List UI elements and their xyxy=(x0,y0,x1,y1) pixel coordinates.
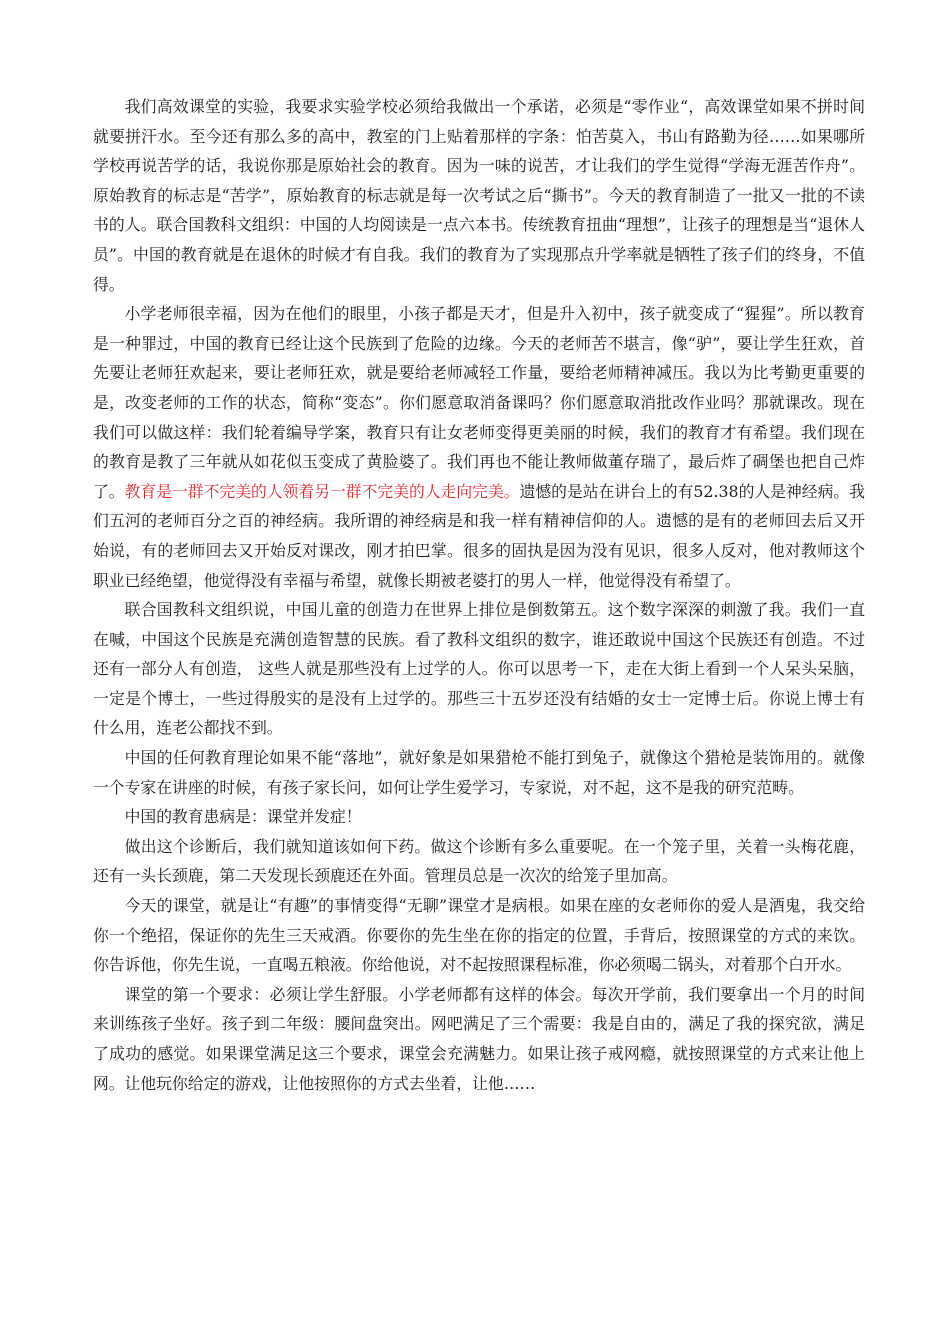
paragraph-8: 课堂的第一个要求：必须让学生舒服。小学老师都有这样的体会。每次开学前，我们要拿出一个月的时间来训练孩子坐好。孩子到二年级：腰间盘突出。网吧满足了三个需要：我是自由的，满足了我的探究欲，满足了成功的感觉。如果课堂满足这三个要求，课堂会充满魅力。如果让孩子戒网瘾，就按照课堂的方式来让他上网。让他玩你给定的游戏，让他按照你的方式去坐着，让他…… xyxy=(93,984,865,1093)
paragraph-1: 我们高效课堂的实验，我要求实验学校必须给我做出一个承诺，必须是“零作业“，高效课堂如果不拼时间就要拼汗水。至今还有那么多的高中，教室的门上贴着那样的字条：怕苦莫入，书山有路勤为径……如果哪所学校再说苦学的话，我说你那是原始社会的教育。因为一味的说苦，才让我们的学生觉得“学海无涯苦作舟”。原始教育的标志是“苦学”，原始教育的标志就是每一次考试之后“撕书”。今天的教育制造了一批又一批的不读书的人。联合国教科文组织：中国的人均阅读是一点六本书。传统教育扭曲“理想”，让孩子的理想是当“退休人员”。中国的教育就是在退休的时候才有自我。我们的教育为了实现那点升学率就是牺牲了孩子们的终身，不值得。 xyxy=(93,97,865,294)
paragraph-2-text-before: 小学老师很幸福，因为在他们的眼里，小孩子都是天才，但是升入初中，孩子就变成了“猩猩”。所以教育是一种罪过，中国的教育已经让这个民族到了危险的边缘。今天的老师苦不堪言，像“驴”，要让学生狂欢，首先要让老师狂欢起来，要让老师狂欢，就是要给老师减轻工作量，要给老师精神减压。我以为比考勤更重要的是，改变老师的工作的状态，简称“变态”。你们愿意取消备课吗？你们愿意取消批改作业吗？那就课改。现在我们可以做这样：我们轮着编导学案，教育只有让女老师变得更美丽的时候，我们的教育才有希望。我们现在的教育是教了三年就从如花似玉变成了黄脸婆了。我们再也不能让教师做董存瑞了，最后炸了碉堡也把自己炸了。 xyxy=(93,304,865,501)
paragraph-3: 联合国教科文组织说，中国儿童的创造力在世界上排位是倒数第五。这个数字深深的刺激了我。我们一直在喊，中国这个民族是充满创造智慧的民族。看了教科文组织的数字，谁还敢说中国这个民族还有创造。不过还有一部分人有创造， 这些人就是那些没有上过学的人。你可以思考一下，走在大街上看到一个人呆头呆脑，一定是个博士，一些过得殷实的是没有上过学的。那些三十五岁还没有结婚的女士一定博士后。你说上博士有什么用，连老公都找不到。 xyxy=(93,600,865,738)
paragraph-6: 做出这个诊断后，我们就知道该如何下药。做这个诊断有多么重要呢。在一个笼子里，关着一头梅花鹿，还有一头长颈鹿，第二天发现长颈鹿还在外面。管理员总是一次次的给笼子里加高。 xyxy=(93,836,865,886)
paragraph-2-text-after: 遗憾的是站在讲台上的有52.38的人是神经病。我们五河的老师百分之百的神经病。我所谓的神经病是和我一样有精神信仰的人。遗憾的是有的老师回去后又开始说，有的老师回去又开始反对课改，刚才拍巴掌。很多的固执是因为没有见识，很多人反对，他对教师这个职业已经绝望，他觉得没有幸福与希望，就像长期被老婆打的男人一样，他觉得没有希望了。 xyxy=(93,481,865,590)
paragraph-5: 中国的教育患病是：课堂并发症！ xyxy=(124,807,362,827)
document-body xyxy=(93,92,865,1098)
paragraph-7: 今天的课堂，就是让“有趣”的事情变得“无聊”课堂才是病根。如果在座的女老师你的爱人是酒鬼，我交给你一个绝招，保证你的先生三天戒酒。你要你的先生坐在你的指定的位置，手背后，按照课堂的方式的来饮。你告诉他，你先生说，一直喝五粮液。你给他说，对不起按照课程标准，你必须喝二锅头，对着那个白开水。 xyxy=(93,896,865,975)
highlighted-quote: 教育是一群不完美的人领着另一群不完美的人走向完美。 xyxy=(124,481,520,501)
paragraph-2 xyxy=(93,299,865,595)
paragraph-4: 中国的任何教育理论如果不能“落地”，就好象是如果猎枪不能打到兔子，就像这个猎枪是装饰用的。就像一个专家在讲座的时候，有孩子家长问，如何让学生爱学习，专家说，对不起，这不是我的研究范畴。 xyxy=(93,748,865,797)
